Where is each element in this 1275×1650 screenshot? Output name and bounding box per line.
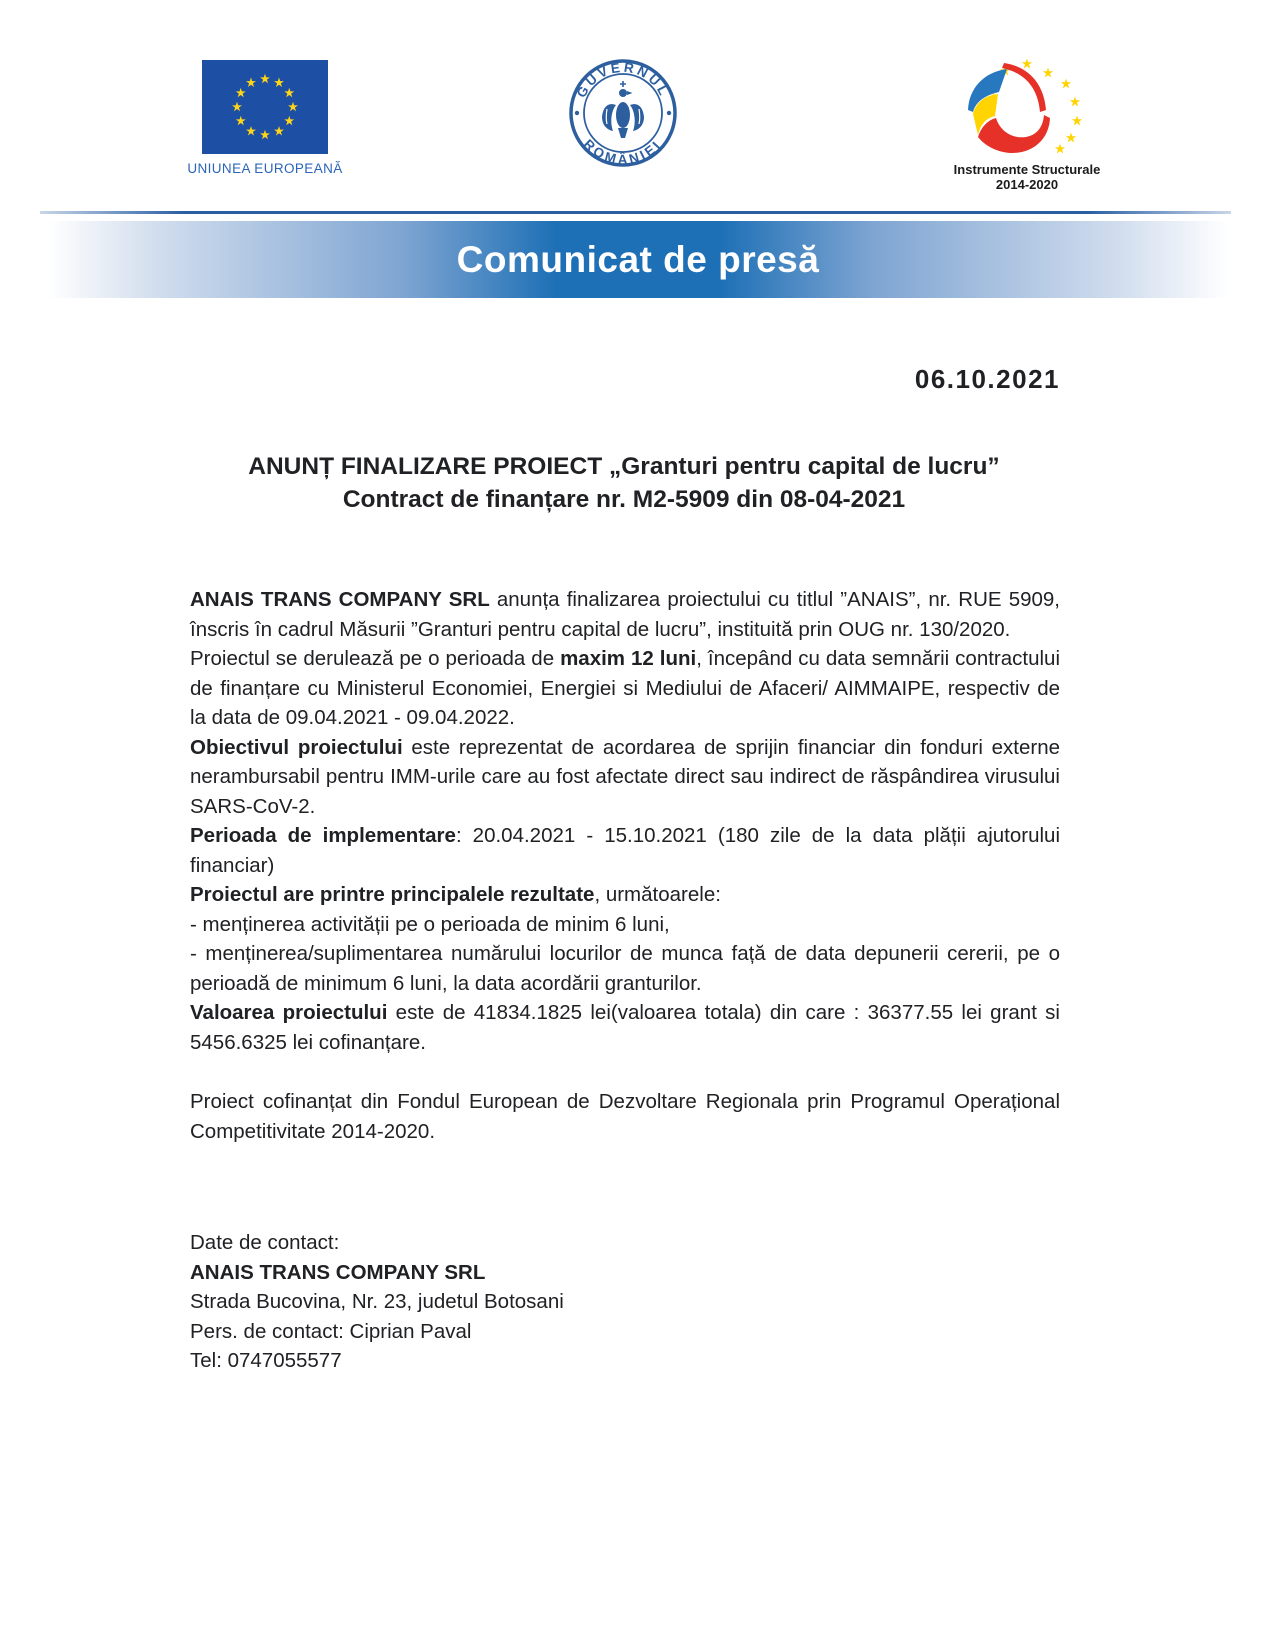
gov-seal-eagle (602, 81, 644, 138)
document-title-line1: ANUNȚ FINALIZARE PROIECT „Granturi pentru capital de lucru” (248, 453, 1000, 480)
bold-run: maxim 12 luni (560, 647, 697, 670)
text-run: , începând cu data semnării contractului de finanțare cu Ministerul Economiei, Energiei si Mediului de Afaceri/ AIMMAIPE, respectiv de la data de 09.04.2021 - 09.04.2022. (190, 647, 1061, 729)
paragraph (190, 644, 1060, 733)
contact-line: Strada Bucovina, Nr. 23, judetul Botosani (190, 1290, 564, 1313)
contact-line: Date de contact: (190, 1231, 340, 1254)
document-date: 06.10.2021 (914, 364, 1060, 394)
is-logo-label-line2: 2014-2020 (995, 177, 1059, 192)
document-title (190, 450, 1058, 516)
text-run: , următoarele: (594, 883, 721, 906)
contact-block (190, 1228, 1060, 1376)
text-run: Proiectul se derulează pe o perioada de (190, 647, 561, 670)
text-run: anunța finalizarea proiectului cu titlul ”ANAIS”, nr. RUE 5909, înscris în cadrul Măsurii ”Granturi pentru capital de lucru”, instituită prin OUG nr. 130/2020. (190, 588, 1060, 641)
body-paragraphs (190, 585, 1060, 1146)
paragraph (190, 821, 1060, 880)
gov-seal-bottom-text: ROMÂNIEI (580, 136, 666, 168)
gov-seal-top-text: GUVERNUL (573, 59, 673, 101)
eu-flag-label: UNIUNEA EUROPEANĂ (187, 161, 343, 176)
banner-top-rule (40, 211, 1231, 214)
paragraph (190, 998, 1060, 1057)
paragraph (190, 910, 1060, 940)
bold-run: ANAIS TRANS COMPANY SRL (190, 588, 490, 611)
is-swoosh (968, 63, 1050, 153)
paragraph (190, 1087, 1060, 1146)
text-run: - menținerea/suplimentarea numărului locurilor de munca față de data depunerii cererii, pe o perioadă de minimum 6 luni, la data acordării granturilor. (190, 942, 1060, 995)
bold-run: Obiectivul proiectului (190, 735, 403, 759)
is-logo-label-line1: Instrumente Structurale (953, 162, 1101, 177)
bold-run: Perioada de implementare (190, 824, 456, 847)
gov-romania-seal (567, 57, 679, 169)
banner-title: Comunicat de presă (456, 238, 820, 280)
contact-line: Tel: 0747055577 (190, 1349, 342, 1372)
bold-run: Proiectul are printre principalele rezultate (190, 883, 595, 906)
paragraph (190, 733, 1060, 822)
contact-line: Pers. de contact: Ciprian Paval (190, 1319, 472, 1343)
paragraph (190, 880, 1060, 910)
text-run: este de 41834.1825 lei(valoarea totala) din care : 36377.55 lei grant si 5456.6325 lei cofinanțare. (190, 1001, 1060, 1054)
press-release-banner (48, 221, 1228, 298)
text-run: : 20.04.2021 - 15.10.2021 (180 zile de la data plății ajutorului financiar) (190, 824, 1060, 877)
text-run: - menținerea activității pe o perioada de minim 6 luni, (190, 912, 670, 936)
document-title-line2: Contract de finanțare nr. M2-5909 din 08-04-2021 (342, 486, 906, 513)
text-run: este reprezentat de acordarea de sprijin financiar din fonduri externe nerambursabil pentru IMM-urile care au fost afectate direct sau indirect de răspândirea virusului SARS-CoV-2. (190, 735, 1061, 818)
paragraph (190, 939, 1060, 998)
bold-run: Valoarea proiectului (190, 1001, 388, 1024)
paragraph (190, 585, 1060, 644)
instrumente-structurale-icon (938, 55, 1116, 157)
eu-flag-logo (185, 60, 345, 176)
eu-flag-icon (202, 60, 328, 154)
gov-romania-seal-icon (567, 57, 679, 169)
instrumente-structurale-logo (938, 55, 1116, 192)
text-run: Proiect cofinanțat din Fondul European de Dezvoltare Regionala prin Programul Operațional Competitivitate 2014-2020. (190, 1090, 1060, 1143)
contact-line: ANAIS TRANS COMPANY SRL (190, 1260, 486, 1284)
